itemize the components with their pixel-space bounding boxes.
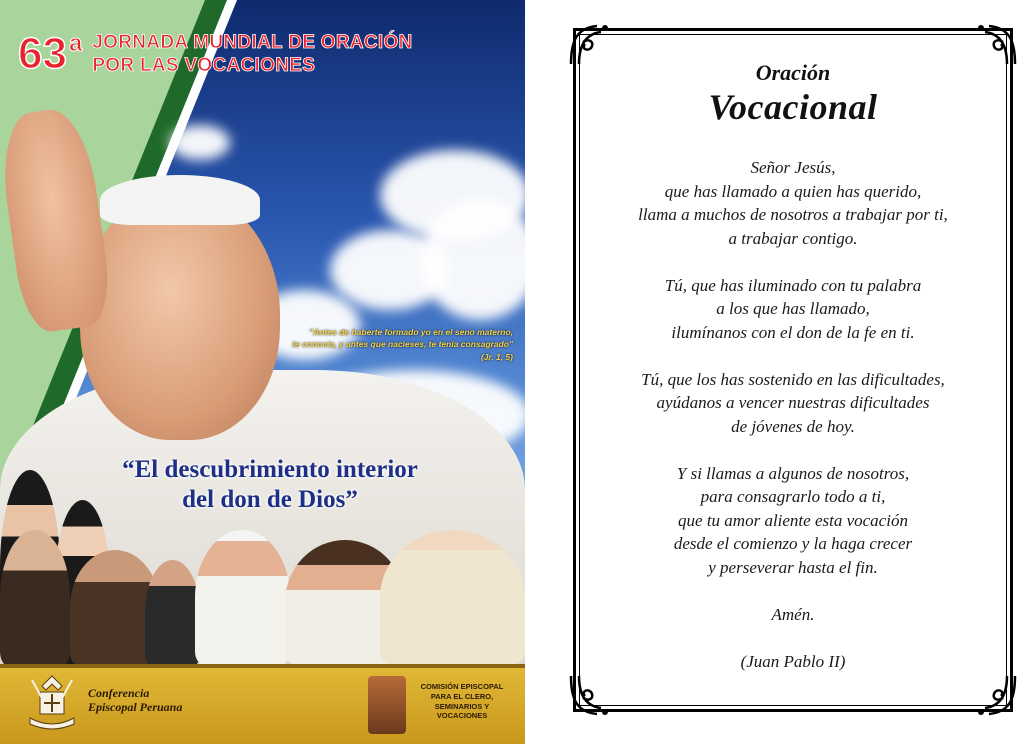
pope-portrait [40,170,310,470]
stanza-gap [567,626,1019,650]
prayer-text [567,156,1019,673]
commission-line1: COMISIÓN EPISCOPAL [420,682,504,691]
prayer-line: de jóvenes de hoy. [731,416,855,436]
corner-flourish-icon [567,672,613,718]
prayer-heading-small: Oración [755,60,831,85]
commission-emblem-icon [368,676,406,734]
prayer-line: que tu amor aliente esta vocación [678,510,908,530]
commission-line3: SEMINARIOS Y [434,701,490,711]
commission-name [408,682,516,721]
zucchetto [100,175,260,225]
cep-line1: Conferencia [88,686,150,700]
cep-coat-of-arms-icon [22,672,82,734]
stanza-gap [567,250,1019,274]
prayer-line: y perseverar hasta el fin. [708,557,878,577]
priest-figure [145,560,200,665]
scripture-quote-line2: te conocía, y antes que nacieses, te tenía consagrado" [292,339,513,350]
prayer-line: que has llamado a quien has querido, [664,181,922,201]
poster-title [92,32,412,78]
cep-name [88,686,182,715]
cloud [170,125,230,160]
poster-title-line2: POR LAS VOCACIONES [92,54,316,76]
poster-header [18,29,413,78]
scripture-quote-line1: "Antes de haberte formado yo en el seno materno, [309,327,513,337]
prayer-line: Señor Jesús, [750,158,836,177]
poster-title-line1: JORNADA MUNDIAL DE ORACIÓN [92,32,413,53]
prayer-amen: Amén. [771,604,815,624]
edition-number: 63 [18,29,67,78]
cep-line2: Episcopal Peruana [88,700,183,715]
pope-francis-figure [195,530,290,665]
footer-divider [0,664,525,668]
stanza-gap [567,438,1019,462]
prayer-line: ayúdanos a vencer nuestras dificultades [656,393,930,412]
bishop-figure [380,530,525,665]
edition-superscript: a [68,30,83,57]
prayer-author: (Juan Pablo II) [740,651,846,671]
prayer-line: desde el comienzo y la haga crecer [673,534,913,553]
corner-flourish-icon [973,672,1019,718]
cloud [330,230,450,310]
slogan-line2: del don de Dios” [182,486,358,513]
prayer-line: Y si llamas a algunos de nosotros, [676,463,910,483]
scripture-quote [258,326,513,363]
pope-face [80,190,280,440]
prayer-heading-large: Vocacional [708,87,878,127]
stanza-gap [567,579,1019,603]
prayer-line: a los que has llamado, [716,299,870,318]
scripture-quote-ref: (Jr. 1, 5) [480,351,513,362]
slogan-line1: “El descubrimiento interior [122,456,418,483]
friar-figure [0,530,70,665]
prayer-line: a trabajar contigo. [728,228,858,248]
prayer-line: Tú, que los has sostenido en las dificultades, [641,369,945,389]
commission-line4: VOCACIONES [436,711,488,721]
poster-slogan [50,455,490,515]
prayer-line: para consagrarlo todo a ti, [700,487,886,506]
commission-line2: PARA EL CLERO, [430,691,494,701]
stanza-gap [567,344,1019,368]
prayer-line: Tú, que has iluminado con tu palabra [664,275,922,295]
prayer-line: ilumínanos con el don de la fe en ti. [671,322,915,342]
poster-footer [0,664,525,744]
prayer-line: llama a muchos de nosotros a trabajar por ti, [638,205,948,224]
